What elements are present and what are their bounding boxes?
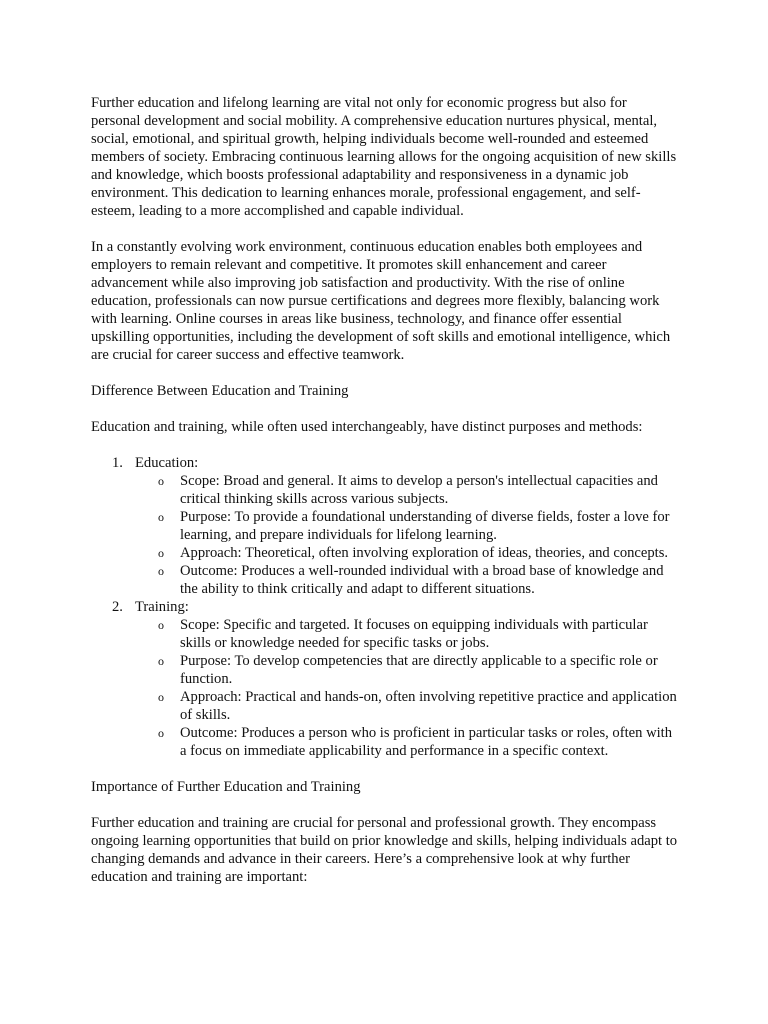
sub-list-text: Purpose: To provide a foundational understanding of diverse fields, foster a love for learning, and prepare individuals for lifelong learning. <box>180 509 670 543</box>
list-item-title: Education: <box>135 455 199 471</box>
intro-paragraph: Further education and lifelong learning are vital not only for economic progress but also for personal development and social mobility. A comprehensive education nurtures physical, mental, social, emotional, and spiritual growth, helping individuals become well-rounded and esteemed members of society. Embracing continuous learning allows for the ongoing acquisition of new skills and knowledge, which boosts professional adaptability and responsiveness in a dynamic job environment. This dedication to learning enhances morale, professional engagement, and self-esteem, leading to a more accomplished and capable individual. <box>91 95 677 219</box>
list-number: 2. <box>112 599 123 615</box>
sub-list-text: Purpose: To develop competencies that are directly applicable to a specific role or function. <box>180 653 658 687</box>
sub-list-item <box>135 544 678 562</box>
numbered-list <box>91 454 678 760</box>
sub-list-text: Outcome: Produces a person who is proficient in particular tasks or roles, often with a focus on immediate applicability and performance in a specific context. <box>180 725 673 759</box>
importance-paragraph: Further education and training are crucial for personal and professional growth. They encompass ongoing learning opportunities that build on prior knowledge and skills, helping individuals adapt to changing demands and advance in their careers. Here’s a comprehensive look at why further education and training are important: <box>91 815 678 885</box>
bullet-icon: o <box>158 510 164 524</box>
sub-list-text: Outcome: Produces a well-rounded individual with a broad base of knowledge and the ability to think critically and adapt to different situations. <box>180 563 664 597</box>
bullet-icon: o <box>158 546 164 560</box>
work-environment-paragraph: In a constantly evolving work environment, continuous education enables both employees and employers to remain relevant and competitive. It promotes skill enhancement and career advancement while also improving job satisfaction and productivity. With the rise of online education, professionals can now pursue certifications and degrees more flexibly, balancing work with learning. Online courses in areas like business, technology, and finance offer essential upskilling opportunities, including the development of soft skills and emotional intelligence, which are crucial for career success and effective teamwork. <box>91 239 671 363</box>
sub-list-item <box>135 724 678 760</box>
sub-list <box>135 472 678 598</box>
sub-list-item <box>135 472 678 508</box>
sub-list-item <box>135 616 678 652</box>
sub-list-item <box>135 688 678 724</box>
section-heading-importance: Importance of Further Education and Training <box>91 779 361 795</box>
section-heading-difference: Difference Between Education and Training <box>91 383 349 399</box>
bullet-icon: o <box>158 618 164 632</box>
bullet-icon: o <box>158 564 164 578</box>
sub-list-item <box>135 562 678 598</box>
list-item-title: Training: <box>135 599 189 615</box>
list-number: 1. <box>112 455 123 471</box>
sub-list-item <box>135 508 678 544</box>
sub-list-text: Scope: Specific and targeted. It focuses on equipping individuals with particular skills or knowledge needed for specific tasks or jobs. <box>180 617 648 651</box>
sub-list-item <box>135 652 678 688</box>
list-item-education <box>91 454 678 598</box>
sub-list-text: Scope: Broad and general. It aims to develop a person's intellectual capacities and critical thinking skills across various subjects. <box>180 473 658 507</box>
list-item-training <box>91 598 678 760</box>
sub-list <box>135 616 678 760</box>
sub-list-text: Approach: Practical and hands-on, often involving repetitive practice and application of skills. <box>180 689 677 723</box>
bullet-icon: o <box>158 726 164 740</box>
sub-list-text: Approach: Theoretical, often involving exploration of ideas, theories, and concepts. <box>180 545 669 561</box>
difference-intro-paragraph: Education and training, while often used interchangeably, have distinct purposes and methods: <box>91 419 643 435</box>
bullet-icon: o <box>158 654 164 668</box>
bullet-icon: o <box>158 474 164 488</box>
bullet-icon: o <box>158 690 164 704</box>
